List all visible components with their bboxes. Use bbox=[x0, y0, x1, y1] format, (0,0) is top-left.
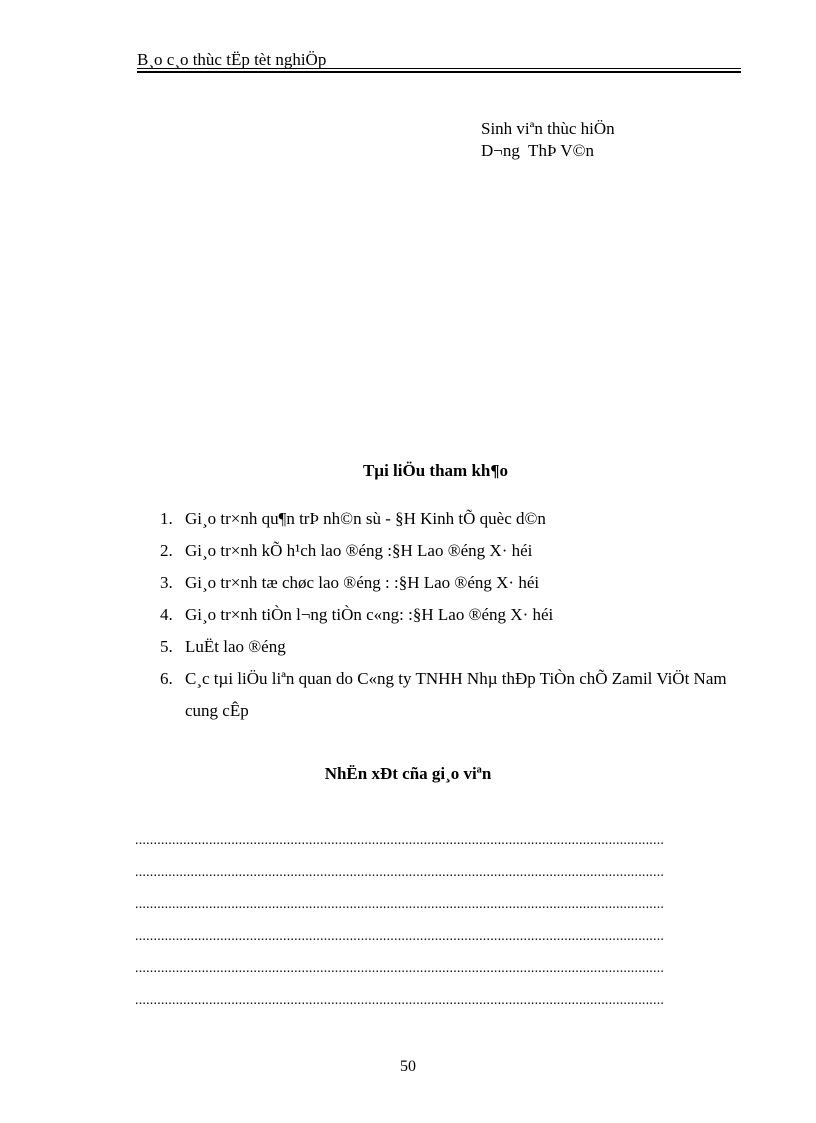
comment-line: ............................................................................................................................................... bbox=[135, 833, 665, 848]
comment-line: ............................................................................................................................................... bbox=[135, 897, 665, 912]
reference-item bbox=[160, 567, 740, 599]
reference-text: Gi¸o tr×nh qu¶n trÞ nh©n sù - §H Kinh tÕ quèc d©n bbox=[185, 509, 546, 528]
comment-line: ............................................................................................................................................... bbox=[135, 929, 665, 944]
comment-line: ............................................................................................................................................... bbox=[135, 993, 665, 1008]
page-number: 50 bbox=[400, 1058, 416, 1075]
reference-number: 2. bbox=[160, 541, 173, 560]
reference-number: 1. bbox=[160, 509, 173, 528]
references-list bbox=[160, 503, 740, 727]
reference-text: LuËt lao ®éng bbox=[185, 637, 286, 656]
reference-text: C¸c tµi liÖu liªn quan do C«ng ty TNHH Nhµ thÐp TiÒn chÕ Zamil ViÖt Nam cung cÊp bbox=[185, 669, 727, 720]
reference-item bbox=[160, 599, 740, 631]
reference-text: Gi¸o tr×nh tiÒn l¬ng tiÒn c«ng: :§H Lao ®éng X· héi bbox=[185, 605, 554, 624]
reference-number: 4. bbox=[160, 605, 173, 624]
references-title: Tµi liÖu tham kh¶o bbox=[362, 461, 509, 480]
reference-item bbox=[160, 535, 740, 567]
comment-line: ............................................................................................................................................... bbox=[135, 865, 665, 880]
reference-text: Gi¸o tr×nh kÕ h¹ch lao ®éng :§H Lao ®éng X· héi bbox=[185, 541, 533, 560]
signature-role: Sinh viªn thùc hiÖn bbox=[481, 119, 615, 138]
header-rule-thick bbox=[137, 71, 741, 73]
reference-item bbox=[160, 663, 740, 727]
reference-item bbox=[160, 631, 740, 663]
reference-number: 3. bbox=[160, 573, 173, 592]
comments-title: NhËn xÐt cña gi¸o viªn bbox=[324, 764, 492, 783]
header-rule-thin bbox=[137, 68, 741, 69]
signature-block bbox=[481, 118, 615, 162]
reference-text: Gi¸o tr×nh tæ chøc lao ®éng : :§H Lao ®éng X· héi bbox=[185, 573, 540, 592]
header-title: B¸o c¸o thùc tËp tèt nghiÖp bbox=[137, 50, 327, 69]
reference-number: 5. bbox=[160, 637, 173, 656]
signature-name: D¬ng ThÞ V©n bbox=[481, 141, 595, 160]
reference-number: 6. bbox=[160, 669, 173, 688]
reference-item bbox=[160, 503, 740, 535]
comment-line: ............................................................................................................................................... bbox=[135, 961, 665, 976]
